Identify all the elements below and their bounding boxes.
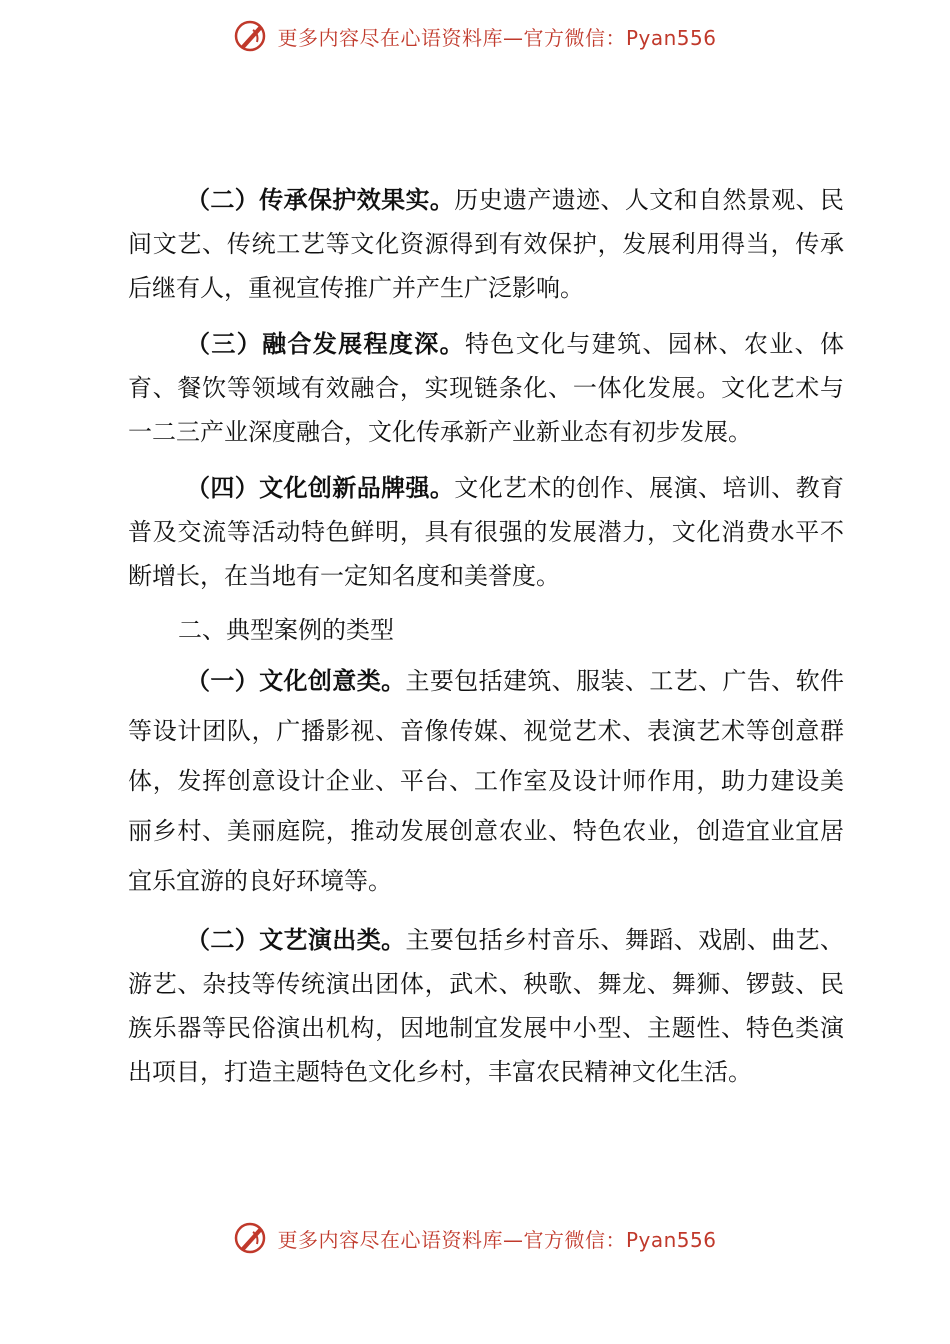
paragraph-lead: （四）文化创新品牌强。: [186, 474, 455, 502]
paragraph-text: 主要包括建筑、服装、工艺、广告、软件等设计团队，广播影视、音像传媒、视觉艺术、表演艺术等创意群体，发挥创意设计企业、平台、工作室及设计师作用，助力建设美丽乡村、美丽庭院，推动发展创意农业、特色农业，创造宜业宜居宜乐宜游的良好环境等。: [128, 667, 845, 895]
paragraph-text: 特色文化与建筑、园林、农业、体育、餐饮等领域有效融合，实现链条化、一体化发展。文化艺术与一二三产业深度融合，文化传承新产业新业态有初步发展。: [128, 330, 845, 446]
paragraph-integration: [128, 322, 844, 454]
paragraph-lead: （二）传承保护效果实。: [186, 186, 455, 214]
watermark-banner-bottom: [0, 1216, 950, 1260]
watermark-text: 更多内容尽在心语资料库—官方微信：Pyan556: [277, 25, 717, 50]
paragraph-text: 历史遗产遗迹、人文和自然景观、民间文艺、传统工艺等文化资源得到有效保护，发展利用得当，传承后继有人，重视宣传推广并产生广泛影响。: [128, 186, 845, 302]
paragraph-lead: （三）融合发展程度深。: [186, 330, 465, 358]
pen-circle-logo-icon: [233, 18, 269, 54]
paragraph-inheritance: [128, 178, 844, 310]
paragraph-lead: （一）文化创意类。: [186, 667, 406, 695]
paragraph-text: 文化艺术的创作、展演、培训、教育普及交流等活动特色鲜明，具有很强的发展潜力，文化消费水平不断增长，在当地有一定知名度和美誉度。: [128, 474, 845, 590]
paragraph-creative: [128, 656, 844, 906]
paragraph-lead: （二）文艺演出类。: [186, 926, 406, 954]
paragraph-performance: [128, 918, 844, 1094]
pen-circle-logo-icon: [233, 1220, 269, 1256]
paragraph-text: 主要包括乡村音乐、舞蹈、戏剧、曲艺、游艺、杂技等传统演出团体，武术、秧歌、舞龙、舞狮、锣鼓、民族乐器等民俗演出机构，因地制宜发展中小型、主题性、特色类演出项目，打造主题特色文化乡村，丰富农民精神文化生活。: [128, 926, 845, 1086]
section-heading: 二、典型案例的类型: [178, 616, 394, 644]
paragraph-innovation: [128, 466, 844, 598]
document-body: [128, 178, 844, 1106]
watermark-text: 更多内容尽在心语资料库—官方微信：Pyan556: [277, 1227, 717, 1252]
watermark-banner-top: [0, 14, 950, 58]
